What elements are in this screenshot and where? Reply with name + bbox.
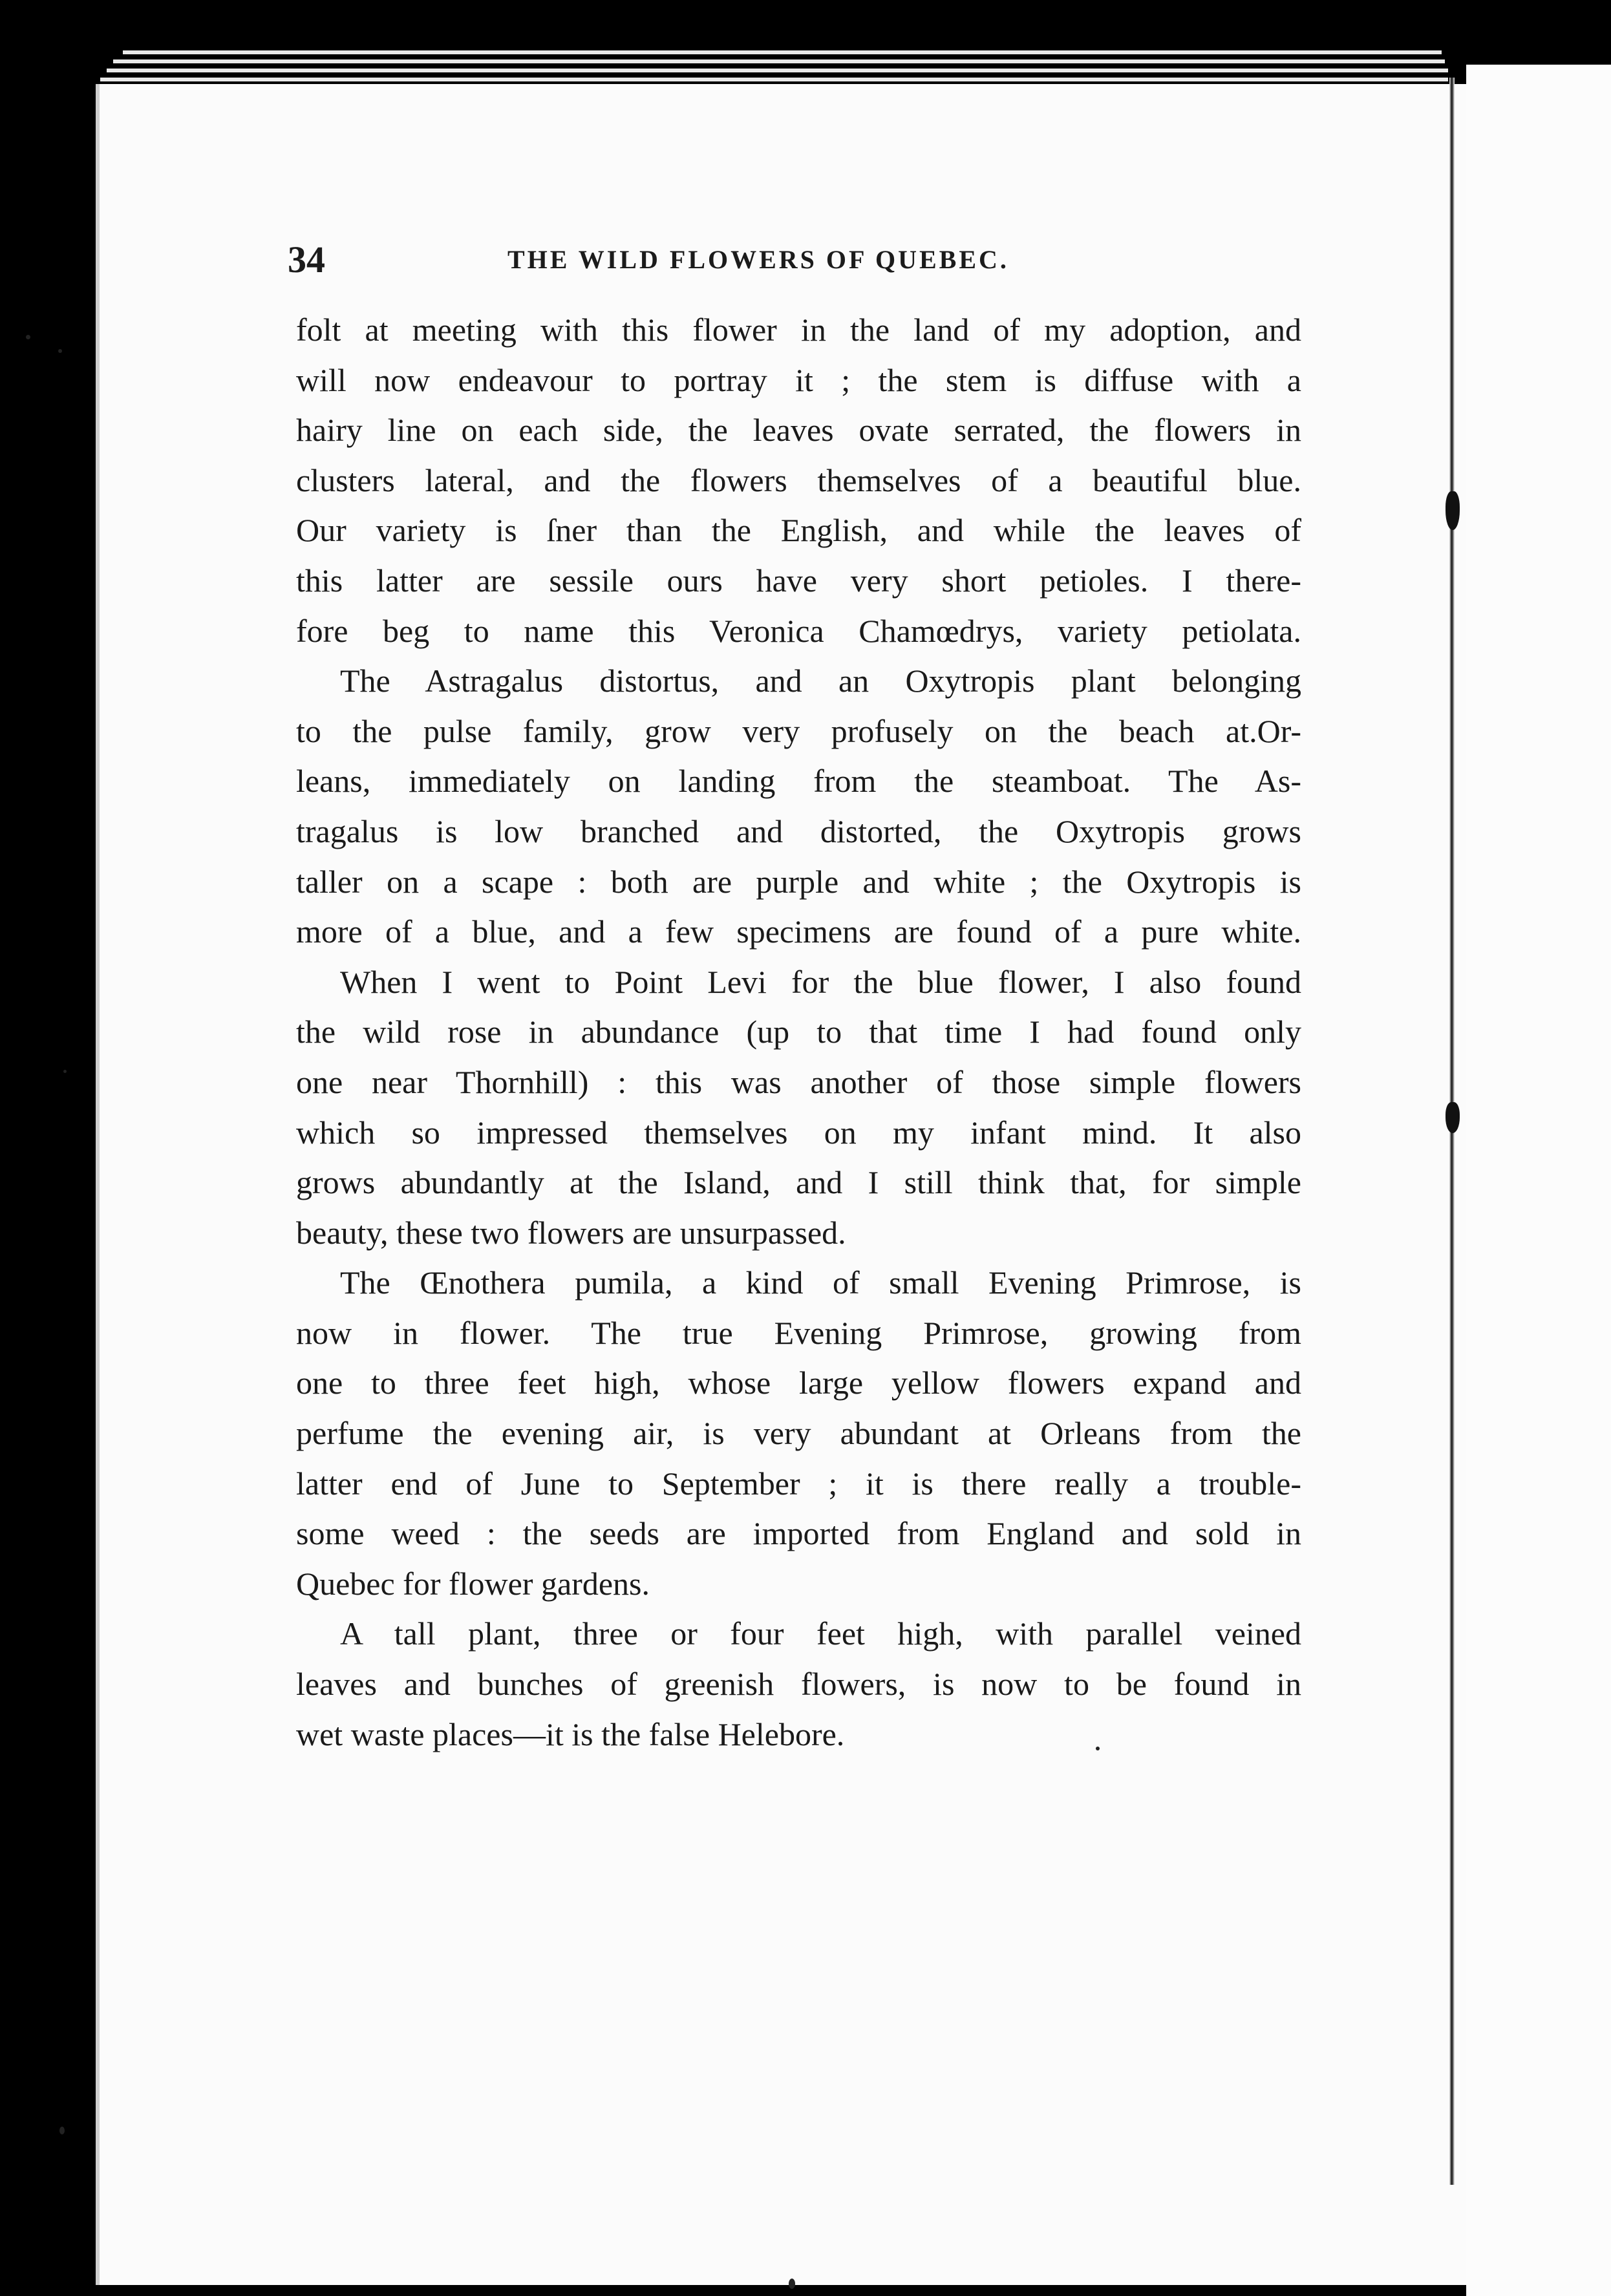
- text-line: fore beg to name this Veronica Chamœdrys, variety petiolata.: [296, 612, 1301, 649]
- stacked-page-edge: [113, 59, 1445, 63]
- text-line: The Astragalus distortus, and an Oxytropis plant belonging: [340, 663, 1301, 699]
- text-line: latter end of June to September ; it is there really a trouble-: [296, 1465, 1301, 1502]
- text-line: hairy line on each side, the leaves ovate serrated, the flowers in: [296, 412, 1301, 449]
- text-line: wet waste places—it is the false Helebore.: [296, 1716, 845, 1752]
- page-header: [288, 234, 1303, 286]
- text-line: which so impressed themselves on my infant mind. It also: [296, 1114, 1301, 1151]
- text-line: leans, immediately on landing from the steamboat. The As-: [296, 763, 1301, 800]
- text-line: more of a blue, and a few specimens are found of a pure white.: [296, 913, 1301, 950]
- gutter-bleed-mark: [1446, 1102, 1460, 1133]
- paragraph: [296, 1609, 1301, 1759]
- text-line: perfume the evening air, is very abundant at Orleans from the: [296, 1415, 1301, 1452]
- text-line: the wild rose in abundance (up to that time I had found only: [296, 1014, 1301, 1050]
- scan-speck: [58, 349, 62, 353]
- scan-speck: [789, 2279, 795, 2289]
- text-line: Our variety is ſner than the English, and while the leaves of: [296, 512, 1301, 549]
- text-line: leaves and bunches of greenish flowers, is now to be found in: [296, 1666, 1301, 1703]
- text-line: this latter are sessile ours have very short petioles. I there-: [296, 562, 1301, 599]
- text-line: grows abundantly at the Island, and I still think that, for simple: [296, 1164, 1301, 1201]
- text-line: now in flower. The true Evening Primrose, growing from: [296, 1314, 1301, 1351]
- text-line: taller on a scape : both are purple and white ; the Oxytropis is: [296, 863, 1301, 900]
- page-number: 34: [288, 239, 325, 281]
- gutter-bleed-mark: [1446, 491, 1460, 530]
- scan-speck: [63, 1070, 67, 1073]
- text-line: The Œnothera pumila, a kind of small Evening Primrose, is: [340, 1264, 1301, 1301]
- stacked-page-edge: [123, 50, 1442, 54]
- text-line: When I went to Point Levi for the blue flower, I also found: [340, 963, 1301, 1000]
- text-line: one near Thornhill) : this was another of those simple flowers: [296, 1063, 1301, 1100]
- scan-speck: [59, 2127, 65, 2134]
- text-line: beauty, these two flowers are unsurpassed.: [296, 1214, 846, 1251]
- stacked-page-edge: [100, 78, 1448, 81]
- text-line: clusters lateral, and the flowers themselves of a beautiful blue.: [296, 462, 1301, 498]
- text-line: one to three feet high, whose large yellow flowers expand and: [296, 1365, 1301, 1401]
- text-line: folt at meeting with this flower in the land of my adoption, and: [296, 312, 1301, 348]
- facing-page-edge: [1466, 65, 1611, 2296]
- body-text: [296, 305, 1301, 1759]
- text-line: A tall plant, three or four feet high, with parallel veined: [340, 1615, 1301, 1652]
- text-line: to the pulse family, grow very profusely on the beach at.Or-: [296, 712, 1301, 749]
- scan-speck: [26, 335, 30, 339]
- text-line: tragalus is low branched and distorted, the Oxytropis grows: [296, 813, 1301, 849]
- text-line: Quebec for flower gardens.: [296, 1565, 650, 1602]
- text-line: will now endeavour to portray it ; the stem is diffuse with a: [296, 361, 1301, 398]
- paragraph: [296, 305, 1301, 656]
- paragraph: [296, 656, 1301, 957]
- running-title: THE WILD FLOWERS OF QUEBEC.: [507, 245, 1009, 274]
- paragraph: [296, 1258, 1301, 1609]
- stacked-page-edge: [107, 69, 1448, 72]
- paragraph: [296, 957, 1301, 1259]
- text-line: some weed : the seeds are imported from England and sold in: [296, 1515, 1301, 1552]
